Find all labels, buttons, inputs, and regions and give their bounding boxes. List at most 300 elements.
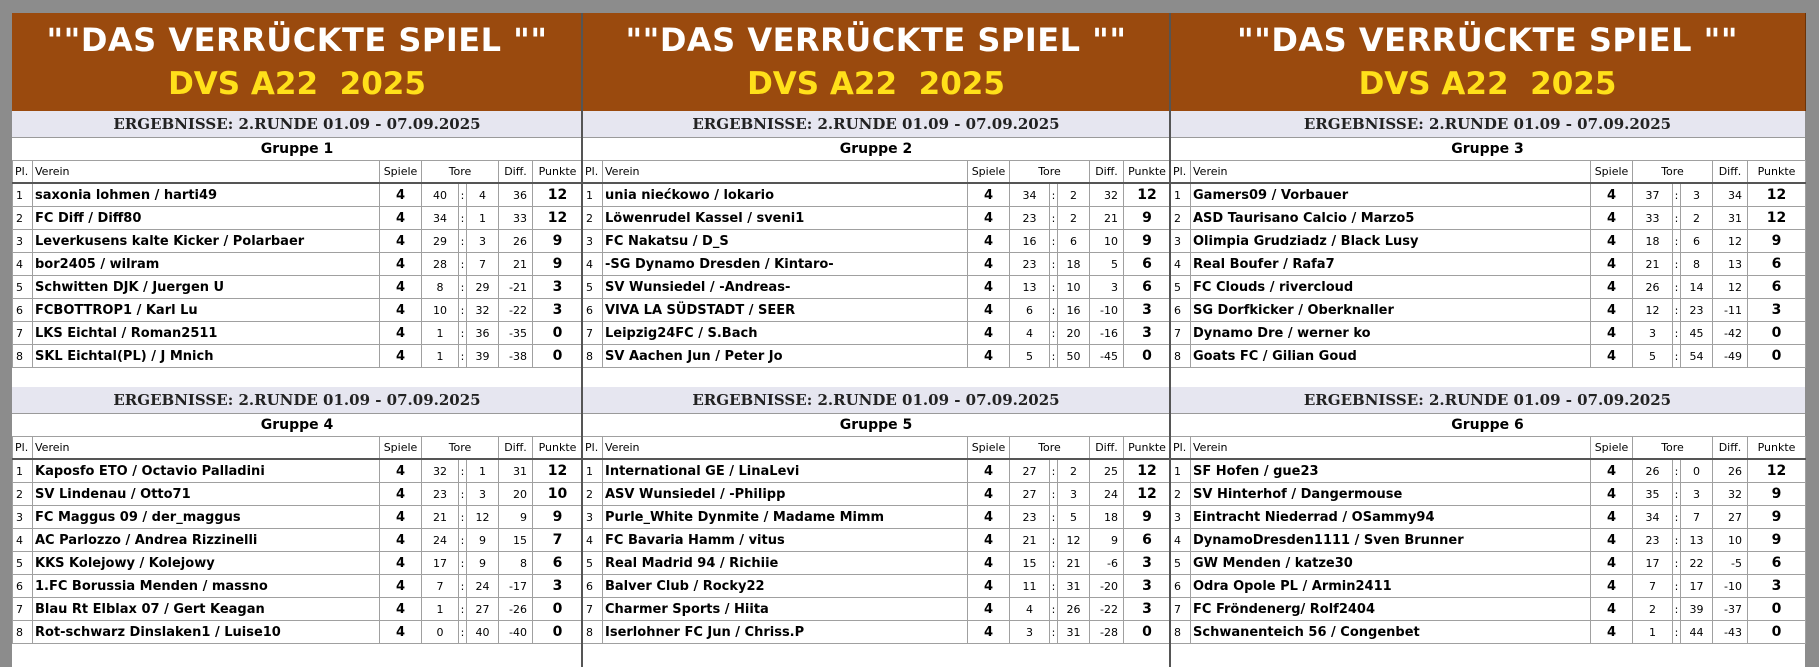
diff-cell: 12 <box>1713 276 1748 299</box>
goals-against-cell: 5 <box>1058 506 1090 529</box>
points-cell: 12 <box>1748 183 1806 207</box>
group-title: Gruppe 1 <box>260 141 334 157</box>
rank-cell: 5 <box>13 276 33 299</box>
diff-cell: 15 <box>499 529 533 552</box>
col-header-spiele: Spiele <box>1591 161 1633 184</box>
goals-for-cell: 10 <box>422 299 459 322</box>
points-cell: 9 <box>1748 483 1806 506</box>
goals-separator: : <box>459 276 467 299</box>
banner-title: ""DAS VERRÜCKTE SPIEL "" <box>46 21 548 59</box>
goals-against-cell: 0 <box>1681 459 1713 483</box>
games-cell: 4 <box>380 276 422 299</box>
points-cell: 3 <box>1124 322 1171 345</box>
goals-separator: : <box>1050 529 1058 552</box>
points-cell: 12 <box>533 183 583 207</box>
goals-for-cell: 21 <box>1633 253 1673 276</box>
goals-separator: : <box>1673 207 1681 230</box>
diff-cell: -38 <box>499 345 533 368</box>
goals-for-cell: 7 <box>1633 575 1673 598</box>
club-cell: FC Bavaria Hamm / vitus <box>603 529 968 552</box>
club-cell: FC Clouds / rivercloud <box>1191 276 1591 299</box>
goals-against-cell: 9 <box>467 552 499 575</box>
rank-cell: 5 <box>1171 552 1191 575</box>
diff-cell: 10 <box>1713 529 1748 552</box>
goals-against-cell: 40 <box>467 621 499 644</box>
goals-for-cell: 1 <box>422 322 459 345</box>
rank-cell: 2 <box>583 207 603 230</box>
goals-for-cell: 6 <box>1010 299 1050 322</box>
points-cell: 0 <box>1748 621 1806 644</box>
goals-for-cell: 1 <box>422 345 459 368</box>
goals-for-cell: 23 <box>1010 253 1050 276</box>
banner-subtitle: DVS A22 2025 <box>747 66 1005 102</box>
table-row <box>13 598 583 621</box>
club-cell: Iserlohner FC Jun / Chriss.P <box>603 621 968 644</box>
goals-against-cell: 10 <box>1058 276 1090 299</box>
games-cell: 4 <box>1591 552 1633 575</box>
table-row <box>1171 598 1806 621</box>
col-header-diff: Diff. <box>499 161 533 184</box>
rank-cell: 8 <box>13 621 33 644</box>
points-cell: 6 <box>1748 253 1806 276</box>
table-header-row <box>583 437 1171 460</box>
col-header-tore: Tore <box>1010 437 1090 460</box>
standings-table <box>1170 436 1806 644</box>
points-cell: 0 <box>533 598 583 621</box>
club-cell: Balver Club / Rocky22 <box>603 575 968 598</box>
col-header-spiele: Spiele <box>380 161 422 184</box>
goals-against-cell: 20 <box>1058 322 1090 345</box>
col-header-punkte: Punkte <box>1124 161 1171 184</box>
rank-cell: 3 <box>13 230 33 253</box>
club-cell: Schwanenteich 56 / Congenbet <box>1191 621 1591 644</box>
col-header-diff: Diff. <box>499 437 533 460</box>
diff-cell: 27 <box>1713 506 1748 529</box>
table-header-row <box>1171 161 1806 184</box>
diff-cell: 25 <box>1090 459 1124 483</box>
points-cell: 0 <box>1748 345 1806 368</box>
goals-separator: : <box>1673 322 1681 345</box>
table-row <box>13 529 583 552</box>
col-header-verein: Verein <box>603 161 968 184</box>
goals-separator: : <box>1673 506 1681 529</box>
goals-separator: : <box>1673 276 1681 299</box>
col-header-diff: Diff. <box>1713 437 1748 460</box>
points-cell: 0 <box>1748 598 1806 621</box>
diff-cell: -43 <box>1713 621 1748 644</box>
goals-for-cell: 33 <box>1633 207 1673 230</box>
rank-cell: 8 <box>13 345 33 368</box>
table-row <box>13 459 583 483</box>
goals-against-cell: 6 <box>1058 230 1090 253</box>
points-cell: 0 <box>1124 345 1171 368</box>
games-cell: 4 <box>380 575 422 598</box>
games-cell: 4 <box>1591 529 1633 552</box>
group-panel <box>582 111 1170 364</box>
diff-cell: 13 <box>1713 253 1748 276</box>
col-header-pl: Pl. <box>13 161 33 184</box>
games-cell: 4 <box>968 299 1010 322</box>
goals-separator: : <box>1673 575 1681 598</box>
table-row <box>583 529 1171 552</box>
rank-cell: 1 <box>1171 459 1191 483</box>
games-cell: 4 <box>380 345 422 368</box>
table-row <box>13 322 583 345</box>
goals-against-cell: 18 <box>1058 253 1090 276</box>
goals-separator: : <box>1673 598 1681 621</box>
goals-against-cell: 32 <box>467 299 499 322</box>
rank-cell: 7 <box>13 322 33 345</box>
points-cell: 6 <box>1124 253 1171 276</box>
rank-cell: 2 <box>1171 483 1191 506</box>
goals-for-cell: 40 <box>422 183 459 207</box>
games-cell: 4 <box>968 506 1010 529</box>
col-header-pl: Pl. <box>583 437 603 460</box>
points-cell: 9 <box>1748 230 1806 253</box>
goals-for-cell: 27 <box>1010 483 1050 506</box>
club-cell: ASV Wunsiedel / -Philipp <box>603 483 968 506</box>
rank-cell: 5 <box>1171 276 1191 299</box>
diff-cell: 34 <box>1713 183 1748 207</box>
rank-cell: 3 <box>1171 506 1191 529</box>
games-cell: 4 <box>968 230 1010 253</box>
goals-for-cell: 11 <box>1010 575 1050 598</box>
group-panel <box>12 387 582 640</box>
goals-separator: : <box>1673 183 1681 207</box>
goals-against-cell: 2 <box>1681 207 1713 230</box>
group-panel <box>1170 387 1805 640</box>
table-row <box>1171 207 1806 230</box>
table-row <box>13 299 583 322</box>
goals-separator: : <box>1673 621 1681 644</box>
points-cell: 3 <box>533 299 583 322</box>
points-cell: 9 <box>1124 230 1171 253</box>
goals-separator: : <box>1050 253 1058 276</box>
table-row <box>583 621 1171 644</box>
points-cell: 3 <box>1124 575 1171 598</box>
goals-separator: : <box>1050 621 1058 644</box>
rank-cell: 4 <box>583 529 603 552</box>
games-cell: 4 <box>968 621 1010 644</box>
goals-for-cell: 21 <box>1010 529 1050 552</box>
club-cell: SV Lindenau / Otto71 <box>33 483 380 506</box>
table-row <box>583 276 1171 299</box>
goals-against-cell: 22 <box>1681 552 1713 575</box>
col-header-punkte: Punkte <box>1124 437 1171 460</box>
diff-cell: 32 <box>1090 183 1124 207</box>
goals-against-cell: 12 <box>467 506 499 529</box>
goals-for-cell: 3 <box>1633 322 1673 345</box>
table-row <box>13 253 583 276</box>
goals-separator: : <box>1050 207 1058 230</box>
round-header: ERGEBNISSE: 2.RUNDE 01.09 - 07.09.2025 <box>1170 387 1805 414</box>
diff-cell: 26 <box>499 230 533 253</box>
games-cell: 4 <box>1591 322 1633 345</box>
goals-separator: : <box>1050 230 1058 253</box>
group-title: Gruppe 3 <box>1451 141 1524 157</box>
club-cell: saxonia lohmen / harti49 <box>33 183 380 207</box>
col-header-verein: Verein <box>33 161 380 184</box>
goals-against-cell: 29 <box>467 276 499 299</box>
club-cell: unia niećkowo / lokario <box>603 183 968 207</box>
club-cell: Löwenrudel Kassel / sveni1 <box>603 207 968 230</box>
banner-subtitle: DVS A22 2025 <box>1358 66 1617 102</box>
rank-cell: 8 <box>1171 345 1191 368</box>
rank-cell: 1 <box>13 459 33 483</box>
table-row <box>583 459 1171 483</box>
diff-cell: -40 <box>499 621 533 644</box>
table-row <box>1171 459 1806 483</box>
col-header-tore: Tore <box>422 437 499 460</box>
rank-cell: 7 <box>583 598 603 621</box>
games-cell: 4 <box>1591 575 1633 598</box>
points-cell: 9 <box>1748 529 1806 552</box>
diff-cell: 12 <box>1713 230 1748 253</box>
goals-against-cell: 2 <box>1058 459 1090 483</box>
points-cell: 0 <box>1124 621 1171 644</box>
club-cell: Real Boufer / Rafa7 <box>1191 253 1591 276</box>
rank-cell: 6 <box>583 299 603 322</box>
club-cell: bor2405 / wilram <box>33 253 380 276</box>
points-cell: 9 <box>533 230 583 253</box>
goals-against-cell: 39 <box>467 345 499 368</box>
diff-cell: -6 <box>1090 552 1124 575</box>
goals-against-cell: 44 <box>1681 621 1713 644</box>
goals-against-cell: 3 <box>467 230 499 253</box>
games-cell: 4 <box>380 207 422 230</box>
diff-cell: 8 <box>499 552 533 575</box>
table-row <box>583 230 1171 253</box>
goals-for-cell: 4 <box>1010 322 1050 345</box>
club-cell: SV Aachen Jun / Peter Jo <box>603 345 968 368</box>
rank-cell: 7 <box>1171 322 1191 345</box>
points-cell: 3 <box>1124 299 1171 322</box>
goals-separator: : <box>459 621 467 644</box>
goals-against-cell: 21 <box>1058 552 1090 575</box>
diff-cell: -26 <box>499 598 533 621</box>
goals-against-cell: 3 <box>1681 483 1713 506</box>
standings-table <box>1170 160 1806 368</box>
table-row <box>583 552 1171 575</box>
points-cell: 12 <box>1124 459 1171 483</box>
points-cell: 6 <box>1124 276 1171 299</box>
table-row <box>1171 529 1806 552</box>
col-header-diff: Diff. <box>1090 161 1124 184</box>
points-cell: 9 <box>533 506 583 529</box>
games-cell: 4 <box>968 552 1010 575</box>
club-cell: Kaposfo ETO / Octavio Palladini <box>33 459 380 483</box>
games-cell: 4 <box>1591 253 1633 276</box>
rank-cell: 4 <box>1171 529 1191 552</box>
games-cell: 4 <box>968 183 1010 207</box>
goals-against-cell: 26 <box>1058 598 1090 621</box>
points-cell: 6 <box>1124 529 1171 552</box>
goals-separator: : <box>1050 552 1058 575</box>
club-cell: Real Madrid 94 / Richiie <box>603 552 968 575</box>
diff-cell: -17 <box>499 575 533 598</box>
rank-cell: 8 <box>1171 621 1191 644</box>
rank-cell: 1 <box>583 459 603 483</box>
rank-cell: 1 <box>1171 183 1191 207</box>
diff-cell: -49 <box>1713 345 1748 368</box>
diff-cell: 20 <box>499 483 533 506</box>
diff-cell: 9 <box>1090 529 1124 552</box>
club-cell: Blau Rt Elblax 07 / Gert Keagan <box>33 598 380 621</box>
col-header-diff: Diff. <box>1713 161 1748 184</box>
goals-for-cell: 23 <box>422 483 459 506</box>
table-row <box>13 483 583 506</box>
club-cell: International GE / LinaLevi <box>603 459 968 483</box>
points-cell: 6 <box>533 552 583 575</box>
table-row <box>583 483 1171 506</box>
goals-separator: : <box>1050 575 1058 598</box>
table-row <box>1171 621 1806 644</box>
goals-against-cell: 14 <box>1681 276 1713 299</box>
banner-subtitle: DVS A22 2025 <box>168 66 426 102</box>
col-header-tore: Tore <box>1633 161 1713 184</box>
goals-separator: : <box>1673 483 1681 506</box>
games-cell: 4 <box>380 598 422 621</box>
table-row <box>1171 253 1806 276</box>
table-row <box>583 299 1171 322</box>
points-cell: 12 <box>533 459 583 483</box>
club-cell: KKS Kolejowy / Kolejowy <box>33 552 380 575</box>
games-cell: 4 <box>968 529 1010 552</box>
goals-for-cell: 26 <box>1633 459 1673 483</box>
points-cell: 0 <box>533 322 583 345</box>
rank-cell: 2 <box>13 207 33 230</box>
games-cell: 4 <box>1591 483 1633 506</box>
goals-separator: : <box>459 575 467 598</box>
club-cell: Leipzig24FC / S.Bach <box>603 322 968 345</box>
points-cell: 9 <box>1748 506 1806 529</box>
club-cell: FC Diff / Diff80 <box>33 207 380 230</box>
diff-cell: -16 <box>1090 322 1124 345</box>
goals-separator: : <box>459 322 467 345</box>
standings-table <box>582 436 1171 644</box>
col-header-pl: Pl. <box>13 437 33 460</box>
col-header-tore: Tore <box>1010 161 1090 184</box>
goals-for-cell: 34 <box>1633 506 1673 529</box>
points-cell: 9 <box>1124 207 1171 230</box>
group-title: Gruppe 5 <box>839 417 913 433</box>
goals-for-cell: 23 <box>1010 506 1050 529</box>
goals-for-cell: 18 <box>1633 230 1673 253</box>
col-header-verein: Verein <box>1191 437 1591 460</box>
diff-cell: 21 <box>1090 207 1124 230</box>
diff-cell: 26 <box>1713 459 1748 483</box>
club-cell: SKL Eichtal(PL) / J Mnich <box>33 345 380 368</box>
table-row <box>13 183 583 207</box>
goals-against-cell: 7 <box>1681 506 1713 529</box>
goals-for-cell: 13 <box>1010 276 1050 299</box>
goals-for-cell: 34 <box>1010 183 1050 207</box>
diff-cell: 31 <box>499 459 533 483</box>
goals-against-cell: 2 <box>1058 207 1090 230</box>
table-row <box>13 230 583 253</box>
rank-cell: 3 <box>583 230 603 253</box>
goals-for-cell: 29 <box>422 230 459 253</box>
goals-for-cell: 17 <box>1633 552 1673 575</box>
club-cell: Eintracht Niederrad / OSammy94 <box>1191 506 1591 529</box>
club-cell: Schwitten DJK / Juergen U <box>33 276 380 299</box>
goals-for-cell: 5 <box>1633 345 1673 368</box>
games-cell: 4 <box>1591 230 1633 253</box>
points-cell: 6 <box>1748 276 1806 299</box>
group-panel <box>12 111 582 364</box>
col-header-verein: Verein <box>33 437 380 460</box>
club-cell: SV Hinterhof / Dangermouse <box>1191 483 1591 506</box>
games-cell: 4 <box>380 483 422 506</box>
goals-for-cell: 23 <box>1633 529 1673 552</box>
games-cell: 4 <box>968 483 1010 506</box>
table-row <box>13 207 583 230</box>
rank-cell: 4 <box>1171 253 1191 276</box>
goals-against-cell: 45 <box>1681 322 1713 345</box>
points-cell: 12 <box>533 207 583 230</box>
rank-cell: 5 <box>13 552 33 575</box>
table-row <box>1171 552 1806 575</box>
rank-cell: 7 <box>583 322 603 345</box>
games-cell: 4 <box>380 230 422 253</box>
points-cell: 12 <box>1124 183 1171 207</box>
diff-cell: -21 <box>499 276 533 299</box>
goals-separator: : <box>459 459 467 483</box>
points-cell: 3 <box>533 575 583 598</box>
goals-against-cell: 50 <box>1058 345 1090 368</box>
col-header-verein: Verein <box>603 437 968 460</box>
goals-for-cell: 1 <box>1633 621 1673 644</box>
club-cell: LKS Eichtal / Roman2511 <box>33 322 380 345</box>
points-cell: 3 <box>1124 598 1171 621</box>
table-row <box>1171 230 1806 253</box>
table-row <box>13 345 583 368</box>
goals-for-cell: 2 <box>1633 598 1673 621</box>
rank-cell: 6 <box>1171 575 1191 598</box>
group-title: Gruppe 6 <box>1451 417 1524 433</box>
rank-cell: 5 <box>583 552 603 575</box>
games-cell: 4 <box>968 345 1010 368</box>
goals-for-cell: 27 <box>1010 459 1050 483</box>
goals-against-cell: 3 <box>467 483 499 506</box>
points-cell: 0 <box>533 621 583 644</box>
goals-for-cell: 0 <box>422 621 459 644</box>
round-header: ERGEBNISSE: 2.RUNDE 01.09 - 07.09.2025 <box>12 111 582 138</box>
diff-cell: -5 <box>1713 552 1748 575</box>
goals-separator: : <box>1050 299 1058 322</box>
points-cell: 9 <box>1124 506 1171 529</box>
col-header-verein: Verein <box>1191 161 1591 184</box>
points-cell: 3 <box>1124 552 1171 575</box>
games-cell: 4 <box>968 253 1010 276</box>
rank-cell: 6 <box>1171 299 1191 322</box>
rank-cell: 8 <box>583 345 603 368</box>
games-cell: 4 <box>1591 459 1633 483</box>
diff-cell: -20 <box>1090 575 1124 598</box>
rank-cell: 4 <box>583 253 603 276</box>
games-cell: 4 <box>380 529 422 552</box>
goals-separator: : <box>1050 322 1058 345</box>
goals-separator: : <box>459 345 467 368</box>
goals-against-cell: 9 <box>467 529 499 552</box>
col-header-tore: Tore <box>422 161 499 184</box>
spreadsheet <box>12 13 1805 667</box>
goals-separator: : <box>1050 506 1058 529</box>
club-cell: SF Hofen / gue23 <box>1191 459 1591 483</box>
goals-against-cell: 1 <box>467 207 499 230</box>
rank-cell: 7 <box>13 598 33 621</box>
rank-cell: 8 <box>583 621 603 644</box>
